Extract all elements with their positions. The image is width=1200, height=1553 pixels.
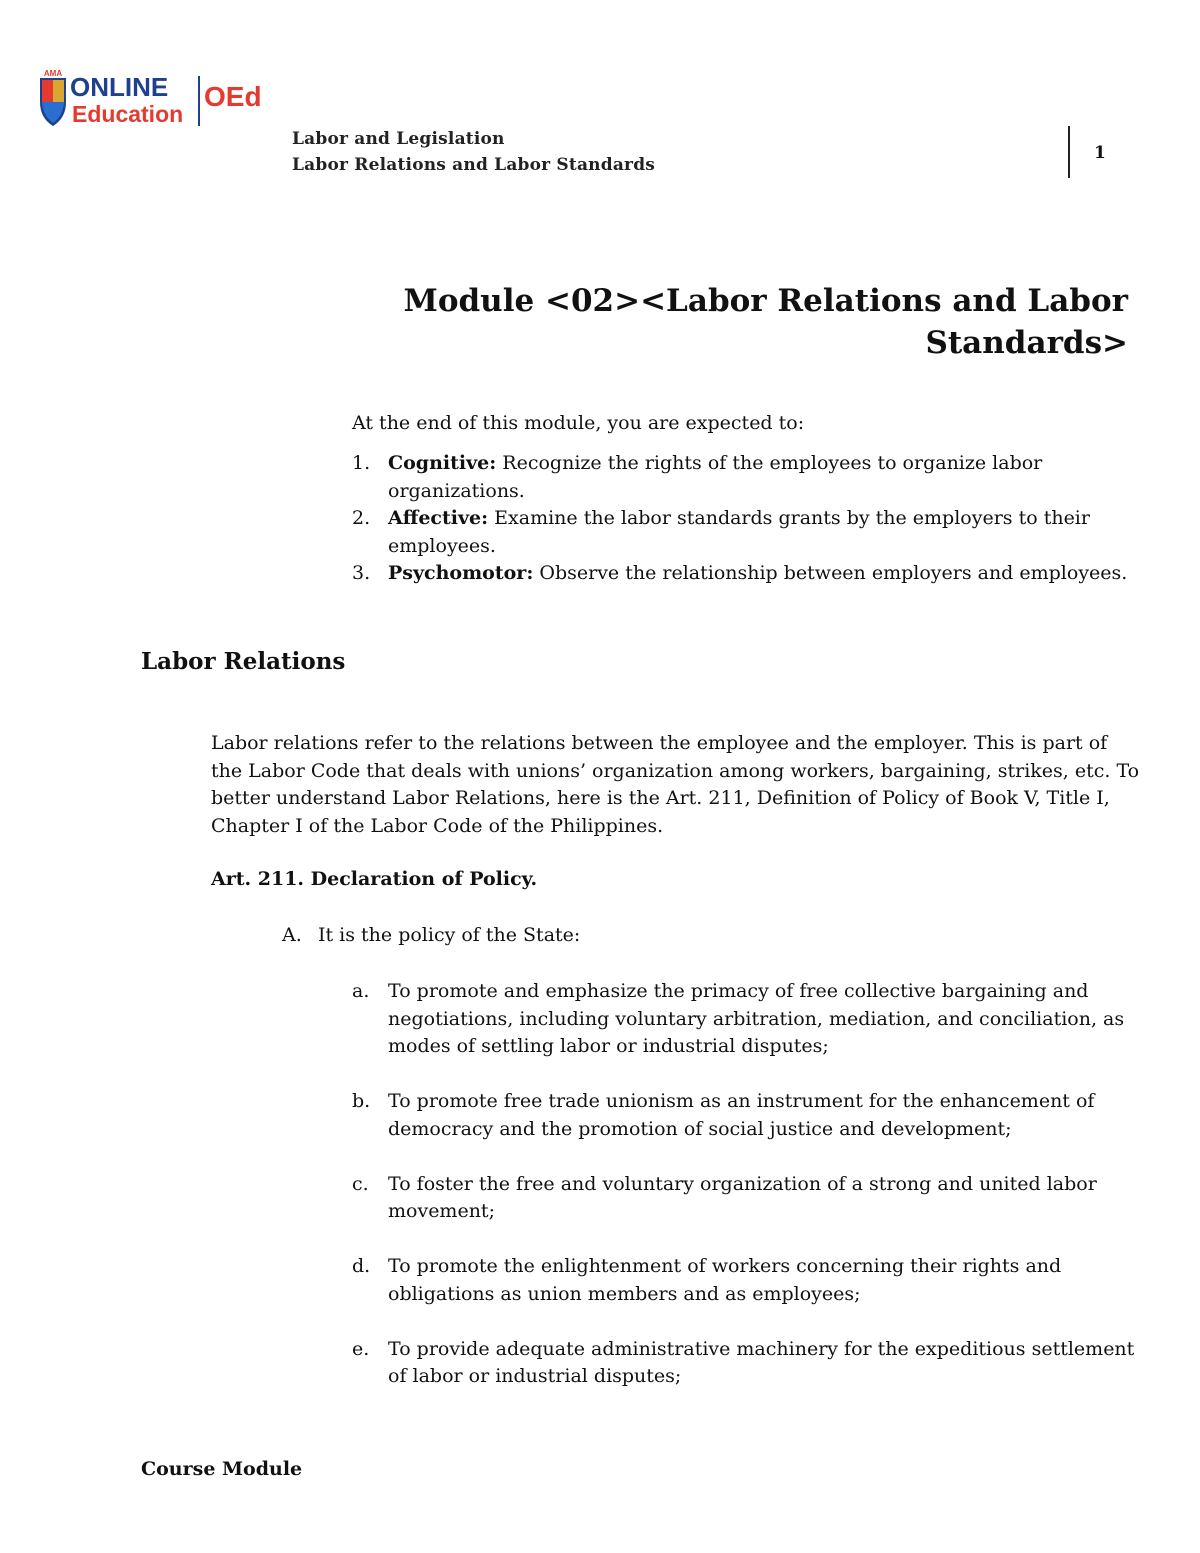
policy-text: To promote and emphasize the primacy of free collective bargaining and negotiations, including voluntary arbitration, mediation, and conciliation, as modes of settling labor or industrial disputes; xyxy=(388,980,1125,1057)
header-course: Labor and Legislation xyxy=(292,129,505,149)
objective-item xyxy=(352,450,1142,505)
objective-number: 1. xyxy=(352,452,371,474)
objective-text: Examine the labor standards grants by the employers to their employees. xyxy=(388,507,1090,557)
header-topic: Labor Relations and Labor Standards xyxy=(292,155,656,175)
policy-intro-letter: A. xyxy=(282,924,302,946)
policy-text: To promote free trade unionism as an instrument for the enhancement of democracy and the promotion of social justice and development; xyxy=(388,1090,1095,1140)
policy-intro xyxy=(282,924,580,946)
footer-course-module: Course Module xyxy=(141,1458,303,1480)
objective-item xyxy=(352,505,1142,560)
objective-item xyxy=(352,560,1142,588)
policy-item xyxy=(352,1088,1142,1143)
objective-number: 2. xyxy=(352,507,371,529)
svg-text:AMA: AMA xyxy=(43,69,63,78)
objective-label: Affective: xyxy=(388,507,489,529)
policy-letter: e. xyxy=(352,1337,370,1360)
objective-label: Cognitive: xyxy=(388,452,497,474)
policy-item xyxy=(352,978,1142,1061)
body-paragraph: Labor relations refer to the relations between the employee and the employer. This is part of the Labor Code that deals with unions’ organization among workers, bargaining, strikes, etc. To better understand Labor Relations, here is the Art. 211, Definition of Policy of Book V, Title I, Chapter I of the Labor Code of the Philippines. xyxy=(211,732,1140,837)
page-number: 1 xyxy=(1094,143,1106,163)
section-heading: Labor Relations xyxy=(141,648,346,675)
objectives-list xyxy=(352,450,1142,588)
objectives-intro: At the end of this module, you are expected to: xyxy=(352,412,805,434)
policy-item xyxy=(352,1171,1142,1226)
policy-item xyxy=(352,1336,1142,1391)
policy-text: To provide adequate administrative machinery for the expeditious settlement of labor or industrial disputes; xyxy=(388,1337,1135,1387)
policy-letter: d. xyxy=(352,1255,371,1277)
policy-letter: b. xyxy=(352,1090,371,1112)
policy-item xyxy=(352,1253,1142,1308)
header-divider xyxy=(1068,126,1070,178)
module-title-line2: Standards> xyxy=(925,325,1128,361)
module-title-line1: Module <02><Labor Relations and Labor xyxy=(403,283,1128,319)
objective-text: Observe the relationship between employers and employees. xyxy=(533,562,1128,584)
svg-text:OEd: OEd xyxy=(204,81,262,112)
online-education-logo xyxy=(36,68,276,132)
objective-number: 3. xyxy=(352,562,371,584)
objective-label: Psychomotor: xyxy=(388,562,534,584)
article-heading: Art. 211. Declaration of Policy. xyxy=(211,868,538,890)
policy-letter: c. xyxy=(352,1172,369,1195)
policy-text: To foster the free and voluntary organization of a strong and united labor movement; xyxy=(388,1172,1097,1222)
svg-text:ONLINE: ONLINE xyxy=(70,72,169,102)
policy-list xyxy=(352,978,1142,1418)
svg-text:Education: Education xyxy=(72,101,184,127)
policy-text: To promote the enlightenment of workers concerning their rights and obligations as union members and as employees; xyxy=(388,1255,1062,1305)
policy-intro-text: It is the policy of the State: xyxy=(318,924,581,946)
crest-icon xyxy=(40,69,66,126)
policy-letter: a. xyxy=(352,980,370,1002)
objective-text: Recognize the rights of the employees to organize labor organizations. xyxy=(388,452,1043,502)
module-title xyxy=(348,280,1128,364)
